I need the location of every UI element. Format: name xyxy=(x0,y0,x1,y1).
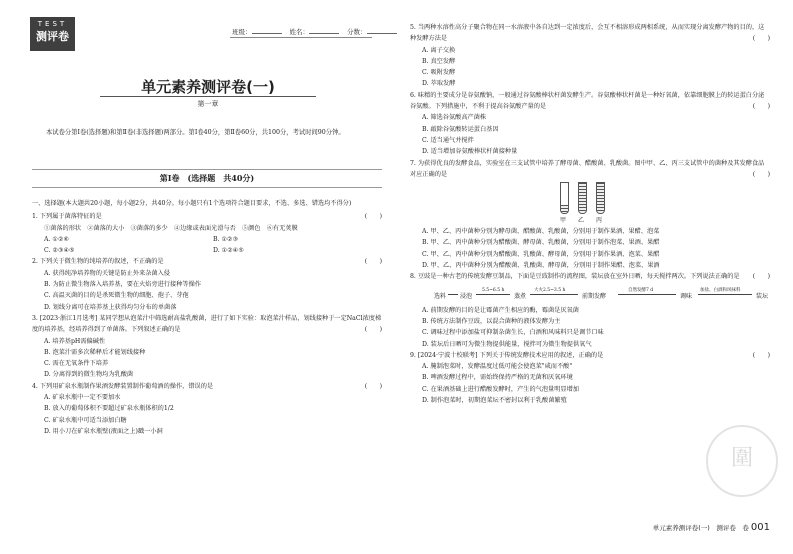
question-sub-items: ①菌落的形状 ②菌落的大小 ③菌落的多少 ④边缘或表面光滑与否 ⑤颜色 ⑥有无荚膜 xyxy=(44,224,298,232)
option-b[interactable]: B. 传统方法制作豆豉，以混合菌种的液体发酵为主 xyxy=(422,317,561,325)
option-c[interactable]: C. 吸附发酵 xyxy=(422,69,456,77)
test-tube-jia xyxy=(560,182,569,214)
answer-paren: ( ) xyxy=(364,258,382,266)
page-number: 001 xyxy=(750,522,770,533)
question-7 xyxy=(410,158,770,272)
question-stem: 1. 下列属于菌落特征的是 xyxy=(32,213,102,221)
flow-arrow-label: 5.5~6.5 h xyxy=(482,287,505,293)
option-d[interactable]: D. 适当增加谷氨酸棒状杆菌接种量 xyxy=(422,148,518,156)
option-c[interactable]: C. 在果酒基础上进行醋酸发酵时，产生的气泡量明显增加 xyxy=(422,385,579,393)
flow-node: 调味 xyxy=(680,292,693,300)
flow-arrow xyxy=(476,294,510,295)
option-c[interactable]: C. 高温灭菌的目的是杀死微生物的细胞、孢子、芽孢 xyxy=(44,292,189,300)
question-stem: 6. 味精的主要成分是谷氨酸钠，一般通过谷氨酸棒状杆菌发酵生产。谷氨酸棒状杆菌是一种好氧菌，依靠细胞膜上的转运蛋白分泌谷氨酸。下列措施中，不利于提高谷氨酸产量的是 xyxy=(410,91,765,111)
option-c[interactable]: C. 调味过程中添加盐可抑制杂菌生长，白酒和风味料只是调节口味 xyxy=(422,329,604,337)
option-a[interactable]: A. 矿泉水瓶中一定不要加水 xyxy=(44,394,121,402)
option-b[interactable]: B. 啤酒发酵过程中，需始终保持严格的无菌和厌氧环境 xyxy=(422,374,573,382)
flow-node: 选料 xyxy=(434,292,447,300)
flow-node: 浸泡 xyxy=(460,292,473,300)
flow-arrow-label: 自然发酵7 d xyxy=(628,287,654,293)
flow-node: 前期发酵 xyxy=(582,292,607,300)
answer-paren: ( ) xyxy=(364,382,382,390)
option-b[interactable]: B. ①②③ xyxy=(213,235,239,243)
test-tube-yi xyxy=(578,182,587,214)
question-stem: 9. [2024·宁波十校联考] 下列关于传统发酵技术应用的叙述，正确的是 xyxy=(410,351,604,359)
question-2 xyxy=(32,256,382,312)
question-8 xyxy=(410,271,770,349)
header-divider xyxy=(230,37,372,38)
question-stem: 3. [2023·浙江1月选考] 某同学想从泡菜汁中筛选耐高盐乳酸菌，进行了如下实验：取泡菜汁样品，划线接种于一定NaCl浓度梯度的培养基，经培养得到了单菌落。下列叙述正确的是 xyxy=(32,314,382,334)
option-d[interactable]: D. 分离得到的微生物均为乳酸菌 xyxy=(44,371,134,379)
answer-paren: ( ) xyxy=(752,35,770,43)
option-b[interactable]: B. 甲、乙、丙中菌种分别为醋酸菌、酵母菌、乳酸菌，分别用于制作泡菜、果酒、果醋 xyxy=(422,239,660,247)
page-title: 单元素养测评卷(一) xyxy=(141,78,275,96)
option-d[interactable]: D. 甲、乙、丙中菌种分别为醋酸菌、乳酸菌、酵母菌，分别用于制作果醋、泡菜、果酒 xyxy=(422,262,660,270)
question-9 xyxy=(410,350,770,406)
class-field[interactable]: 班级： xyxy=(232,27,282,36)
flow-node: 装坛 xyxy=(756,292,769,300)
section-1-title: 第Ⅰ卷 (选择题 共40分) xyxy=(32,169,382,188)
question-stem: 7. 为获得优良的发酵食品，实验室在三支试管中培养了酵母菌、醋酸菌、乳酸菌。图中甲、乙、丙三支试管中的菌种及其发酵食品对应正确的是 xyxy=(410,159,765,178)
flow-arrow-label: 加盐、白酒和风味料 xyxy=(700,287,741,293)
tube-label: 丙 xyxy=(596,217,603,225)
name-field[interactable]: 姓名： xyxy=(290,27,340,36)
question-stem: 2. 下列关于微生物的纯培养的叙述，不正确的是 xyxy=(32,258,164,266)
left-column xyxy=(32,198,382,437)
option-a[interactable]: A. 甲、乙、丙中菌种分别为酵母菌、醋酸菌、乳酸菌，分别用于制作果酒、果醋、泡菜 xyxy=(422,228,660,236)
option-d[interactable]: D. 制作泡菜时，初期泡菜坛不密封以利于乳酸菌繁殖 xyxy=(422,397,567,405)
question-1 xyxy=(32,211,382,256)
option-a[interactable]: A. ①②⑥ xyxy=(44,235,70,243)
page-footer xyxy=(600,522,770,533)
test-logo xyxy=(30,17,75,51)
option-d[interactable]: D. 装坛后日晒可为微生物提供能量，搅拌可为微生物提供氧气 xyxy=(422,340,592,348)
answer-paren: ( ) xyxy=(364,213,382,221)
chapter-subtitle: 第一章 xyxy=(197,100,219,108)
answer-paren: ( ) xyxy=(752,103,770,111)
test-tube-bing xyxy=(596,182,605,214)
option-c[interactable]: C. ②③④⑤ xyxy=(44,247,75,255)
option-b[interactable]: B. 为防止微生物落入培养基，要在火焰旁进行接种等操作 xyxy=(44,281,201,289)
flow-node: 蒸煮 xyxy=(514,292,527,300)
option-b[interactable]: B. 泡菜汁需多次稀释后才能划线接种 xyxy=(44,348,146,356)
option-a[interactable]: A. 获得纯净培养物的关键是防止外来杂菌入侵 xyxy=(44,269,170,277)
option-c[interactable]: C. 需在无氧条件下培养 xyxy=(44,360,109,368)
option-a[interactable]: A. 培养基pH需偏碱性 xyxy=(44,337,106,345)
question-4 xyxy=(32,381,382,437)
answer-paren: ( ) xyxy=(364,326,382,334)
footer-text: 单元素养测评卷(一) 测评卷 卷 xyxy=(652,524,749,532)
tube-label: 乙 xyxy=(578,217,585,225)
flow-arrow xyxy=(530,294,578,295)
option-a[interactable]: A. 腌制泡菜时，发酵温度过低可能会使泡菜"咸而不酸" xyxy=(422,363,573,371)
option-c[interactable]: C. 矿泉水瓶中可适当添加白糖 xyxy=(44,416,127,424)
answer-paren: ( ) xyxy=(752,351,770,359)
option-b[interactable]: B. 真空发酵 xyxy=(422,57,456,65)
logo-bottom-text: 测评卷 xyxy=(36,30,69,43)
question-6 xyxy=(410,90,770,158)
question-3 xyxy=(32,313,382,381)
option-a[interactable]: A. 离子交换 xyxy=(422,46,456,54)
answer-paren: ( ) xyxy=(752,273,770,281)
option-a[interactable]: A. 筛选谷氨酸高产菌株 xyxy=(422,114,487,122)
answer-paren: ( ) xyxy=(752,170,770,178)
flow-arrow xyxy=(618,294,676,295)
exam-intro: 本试卷分第Ⅰ卷(选择题)和第Ⅱ卷(非选择题)两部分。第Ⅰ卷40分，第Ⅱ卷60分，共100分，考试时间90分钟。 xyxy=(46,129,345,136)
tube-label: 甲 xyxy=(560,217,567,225)
option-d[interactable]: D. 用小刀在矿泉水瓶壁(液面之上)戳一小洞 xyxy=(44,427,163,435)
option-b[interactable]: B. 放入的葡萄体积不要超过矿泉水瓶体积的1/2 xyxy=(44,405,174,413)
option-c[interactable]: C. 适当通气并搅拌 xyxy=(422,136,474,144)
process-flowchart xyxy=(434,283,770,305)
test-tube-figure xyxy=(560,180,770,226)
right-column xyxy=(410,22,770,406)
option-d[interactable]: D. ①②④⑤ xyxy=(213,247,244,255)
flow-arrow xyxy=(448,294,458,295)
option-a[interactable]: A. 前期发酵的目的是让霉菌产生相应的酶，霉菌是厌氧菌 xyxy=(422,306,579,314)
student-info-fields xyxy=(232,27,397,36)
option-c[interactable]: C. 甲、乙、丙中菌种分别为醋酸菌、乳酸菌、酵母菌，分别用于制作果酒、泡菜、果醋 xyxy=(422,250,660,258)
flow-arrow-label: 大火2.5~3.5 h xyxy=(534,287,566,293)
flow-arrow xyxy=(698,294,752,295)
question-stem: 8. 豆豉是一种古老的传统发酵豆制品，下面是豆豉制作的流程图，装坛放在室外日晒，每天搅拌两次。下列说法正确的是 xyxy=(410,273,740,281)
score-field[interactable]: 分数： xyxy=(347,27,397,36)
question-stem: 4. 下列用矿泉水瓶制作果酒发酵装置制作葡萄酒的操作，错误的是 xyxy=(32,382,214,390)
title-underline xyxy=(100,96,316,97)
watermark-seal: 圍 xyxy=(706,425,778,497)
option-d[interactable]: D. 萃取发酵 xyxy=(422,80,456,88)
question-5 xyxy=(410,22,770,90)
option-d[interactable]: D. 划线分离可在培养基上获得均匀分布的单菌落 xyxy=(44,303,177,311)
question-stem: 5. 当两种水溶性高分子聚合物在同一水溶液中各自达到一定浓度后，会互不相溶形成两相系统，从而实现分离发酵产物的目的，这种发酵方法是 xyxy=(410,24,765,43)
option-b[interactable]: B. 敲除谷氨酸转运蛋白基因 xyxy=(422,125,499,133)
mcq-instruction: 一、选择题(本大题共20小题，每小题2分，共40分。每小题只有1个选项符合题目要求，不选、多选、错选均不得分) xyxy=(32,200,352,207)
logo-top-text: TEST xyxy=(37,20,68,28)
